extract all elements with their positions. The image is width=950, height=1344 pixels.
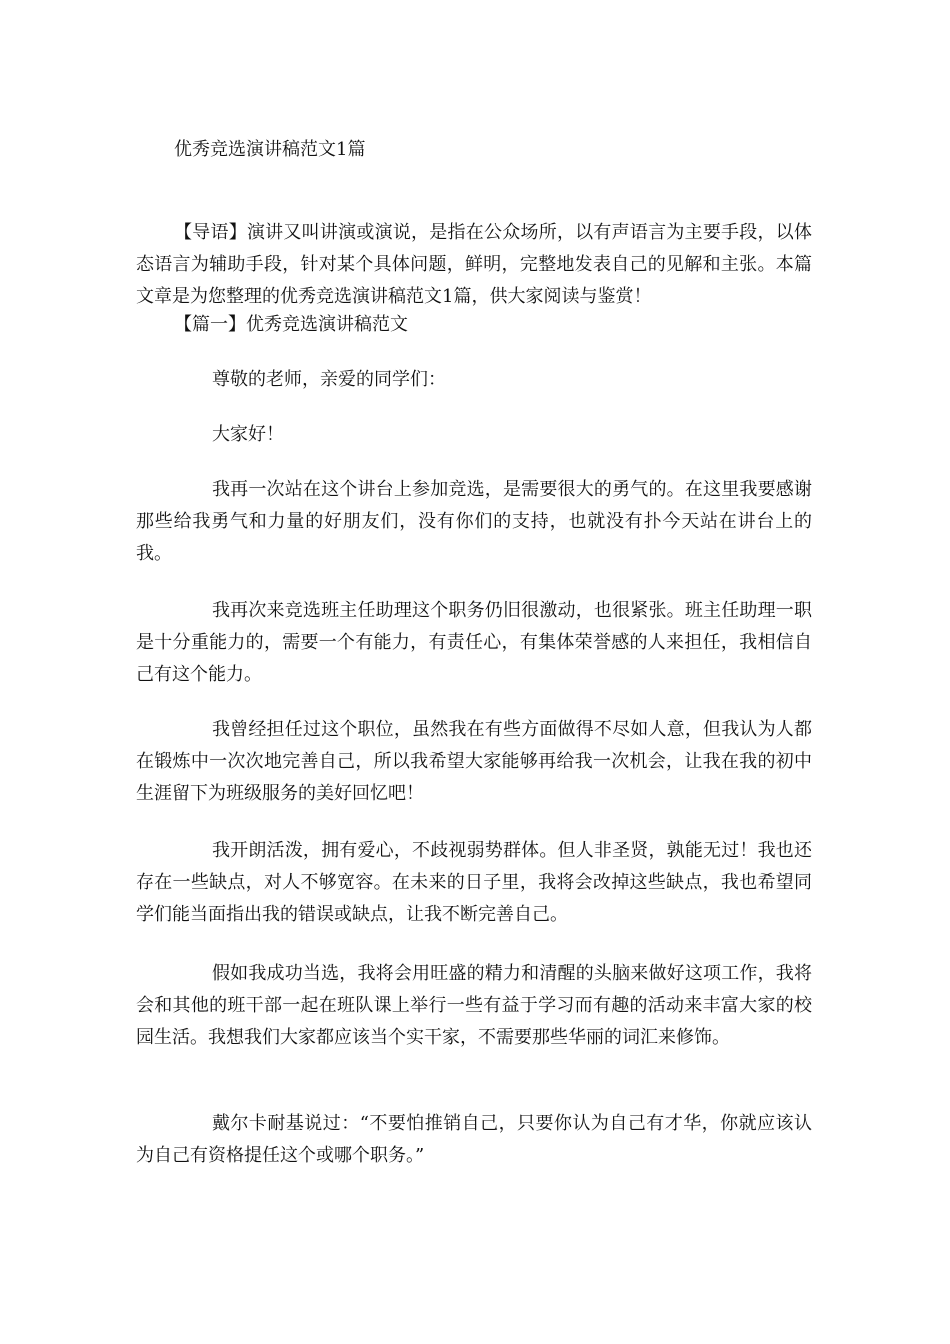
body-paragraph: 戴尔卡耐基说过：“不要怕推销自己，只要你认为自己有才华，你就应该认为自己有资格提任这个或哪个职务。” <box>136 1113 812 1166</box>
section-heading: 【篇一】优秀竞选演讲稿范文 <box>174 314 408 335</box>
body-paragraph: 我曾经担任过这个职位，虽然我在有些方面做得不尽如人意，但我认为人都在锻炼中一次次地完善自己，所以我希望大家能够再给我一次机会，让我在我的初中生涯留下为班级服务的美好回忆吧！ <box>136 719 812 804</box>
lead-paragraph: 【导语】演讲又叫讲演或演说，是指在公众场所，以有声语言为主要手段，以体态语言为辅助手段，针对某个具体问题，鲜明，完整地发表自己的见解和主张。本篇文章是为您整理的优秀竞选演讲稿范文1篇，供大家阅读与鉴赏！ <box>136 222 812 307</box>
body-paragraph: 我开朗活泼，拥有爱心，不歧视弱势群体。但人非圣贤，孰能无过！我也还存在一些缺点，对人不够宽容。在未来的日子里，我将会改掉这些缺点，我也希望同学们能当面指出我的错误或缺点，让我不断完善自己。 <box>136 840 812 925</box>
document-title: 优秀竞选演讲稿范文1篇 <box>174 139 366 160</box>
body-paragraph: 我再一次站在这个讲台上参加竞选，是需要很大的勇气的。在这里我要感谢那些给我勇气和力量的好朋友们，没有你们的支持，也就没有扑今天站在讲台上的我。 <box>136 479 812 564</box>
body-paragraph: 我再次来竞选班主任助理这个职务仍旧很激动，也很紧张。班主任助理一职是十分重能力的，需要一个有能力，有责任心，有集体荣誉感的人来担任，我相信自己有这个能力。 <box>136 600 812 685</box>
body-paragraph: 假如我成功当选，我将会用旺盛的精力和清醒的头脑来做好这项工作，我将会和其他的班干部一起在班队课上举行一些有益于学习而有趣的活动来丰富大家的校园生活。我想我们大家都应该当个实干家，不需要那些华丽的词汇来修饰。 <box>136 963 812 1048</box>
salutation-line: 尊敬的老师，亲爱的同学们： <box>212 369 446 390</box>
greeting-line: 大家好！ <box>212 424 284 445</box>
document-page <box>136 0 812 1344</box>
